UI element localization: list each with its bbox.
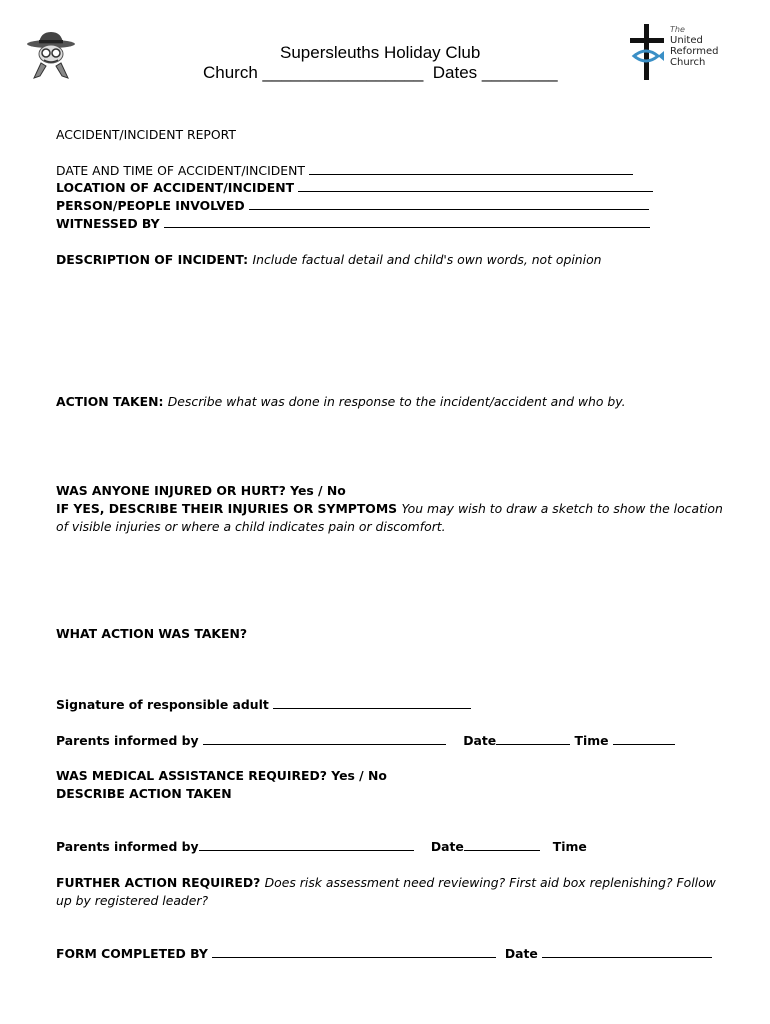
signature-row: Signature of responsible adult <box>56 697 471 712</box>
further-action-row <box>56 875 716 890</box>
parents-informed-row-2: Parents informed by Date Time <box>56 839 587 854</box>
further-hint-cont: up by registered leader? <box>56 893 209 908</box>
witnessed-row: WITNESSED BY <box>56 216 650 231</box>
description-label: DESCRIPTION OF INCIDENT: <box>56 252 249 267</box>
parents-informed-field-2[interactable] <box>199 839 414 851</box>
completed-by-field[interactable] <box>212 946 496 958</box>
action-label: ACTION TAKEN: <box>56 394 164 409</box>
date-time-field[interactable] <box>309 163 633 175</box>
what-action-label: WHAT ACTION WAS TAKEN? <box>56 626 248 641</box>
people-row: PERSON/PEOPLE INVOLVED <box>56 198 649 213</box>
cross-fish-icon <box>626 22 668 82</box>
completed-by-row: FORM COMPLETED BY Date <box>56 946 712 961</box>
detective-icon <box>24 30 78 80</box>
witnessed-field[interactable] <box>164 216 650 228</box>
description-row <box>56 252 602 267</box>
injuries-row <box>56 501 723 516</box>
dates-field[interactable]: ________ <box>481 63 558 82</box>
injuries-hint-cont: of visible injuries or where a child indicates pain or discomfort. <box>56 519 446 534</box>
describe-action-label: DESCRIBE ACTION TAKEN <box>56 786 232 801</box>
time-field-1[interactable] <box>613 733 675 745</box>
urc-logo <box>624 22 724 82</box>
location-field[interactable] <box>298 180 653 192</box>
page-title: Supersleuths Holiday Club <box>280 43 481 62</box>
action-hint: Describe what was done in response to the incident/accident and who by. <box>167 394 626 409</box>
church-label: Church <box>203 63 258 82</box>
church-field[interactable]: _________________ <box>262 63 424 82</box>
medical-question: WAS MEDICAL ASSISTANCE REQUIRED? Yes / No <box>56 768 387 783</box>
dates-label: Dates <box>432 63 478 82</box>
church-dates-line <box>203 63 558 83</box>
report-title: ACCIDENT/INCIDENT REPORT <box>56 127 236 142</box>
date-time-row: DATE AND TIME OF ACCIDENT/INCIDENT <box>56 163 633 178</box>
signature-field[interactable] <box>273 697 471 709</box>
further-hint: Does risk assessment need reviewing? First aid box replenishing? Follow <box>264 875 716 890</box>
action-row <box>56 394 626 409</box>
date-field-2[interactable] <box>464 839 540 851</box>
injured-question: WAS ANYONE INJURED OR HURT? Yes / No <box>56 483 346 498</box>
date-field-1[interactable] <box>496 733 570 745</box>
injuries-label: IF YES, DESCRIBE THEIR INJURIES OR SYMPTOMS <box>56 501 398 516</box>
urc-name: The United Reformed Church <box>670 25 719 68</box>
description-hint: Include factual detail and child's own words, not opinion <box>252 252 602 267</box>
parents-informed-row-1: Parents informed by Date Time <box>56 733 675 748</box>
completed-date-field[interactable] <box>542 946 712 958</box>
injuries-hint: You may wish to draw a sketch to show the location <box>401 501 723 516</box>
parents-informed-field-1[interactable] <box>203 733 446 745</box>
people-field[interactable] <box>249 198 649 210</box>
further-label: FURTHER ACTION REQUIRED? <box>56 875 261 890</box>
location-row: LOCATION OF ACCIDENT/INCIDENT <box>56 180 653 195</box>
